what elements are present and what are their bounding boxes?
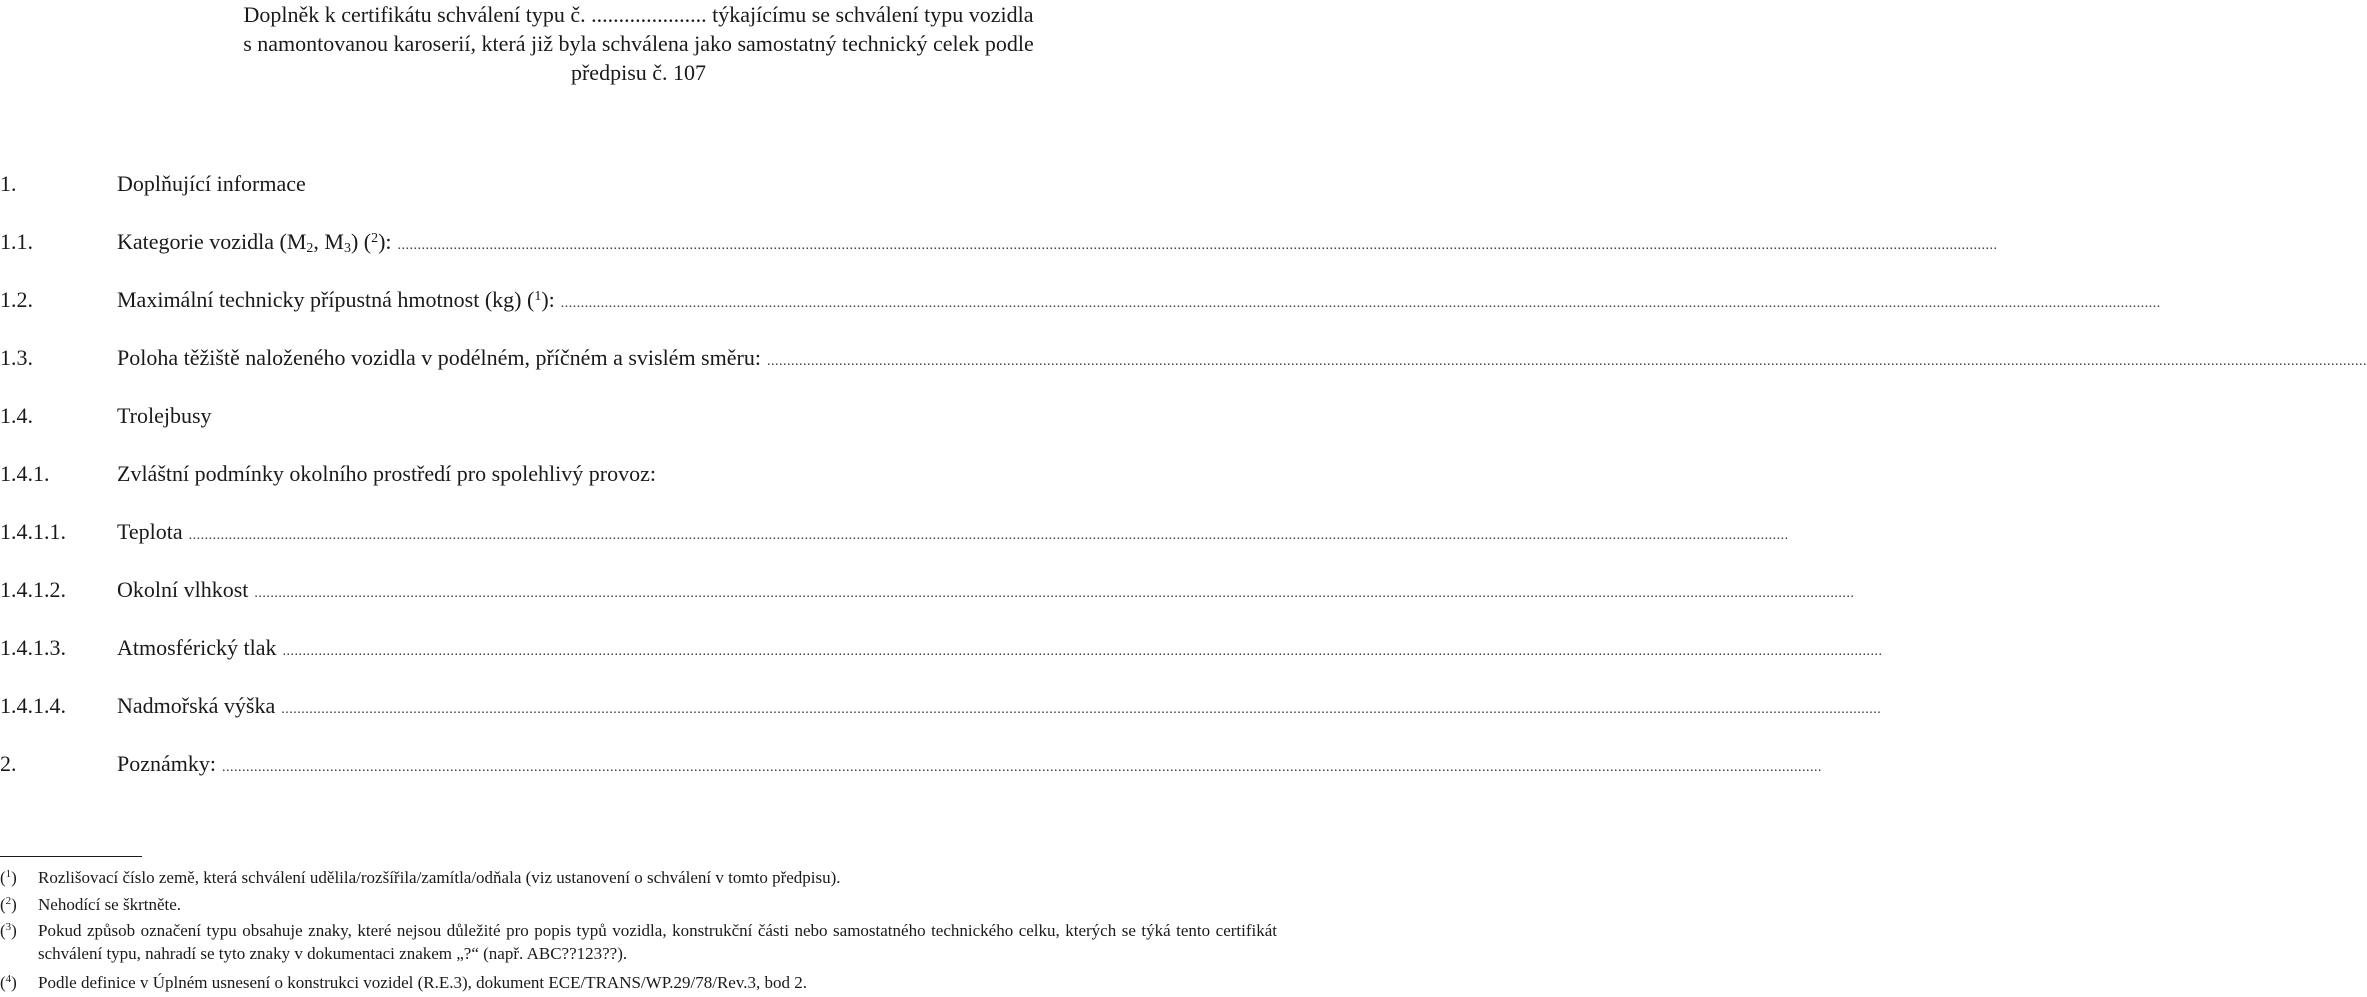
footnote-mark: ($^4$) — [0, 973, 17, 992]
item-label: Kategorie vozidla ($M_2$, $M_3$) ($^2$): — [117, 229, 392, 256]
certificate-number-blank: ..................... — [591, 2, 707, 27]
item-1-4-1-2 — [0, 574, 1855, 606]
item-label: Teplota — [117, 519, 183, 544]
item-1-4-1-3 — [0, 632, 1883, 664]
footnote-text: Pokud způsob označení typu obsahuje znaky, které nejsou důležité pro popis typů vozidla, konstrukční části nebo samostatného technického celku, kterých se týká tento certifikát schválení typu, nahradí se tyto znaky v dokumentaci znakem „?“ (např. ABC??123??). — [38, 921, 1277, 963]
item-number: 1. — [0, 171, 17, 196]
fill-in-line[interactable]: ................................................................................................................................................................................................................................................................................................................................................................................................................ — [188, 528, 1789, 543]
fill-in-line[interactable]: ................................................................................................................................................................................................................................................................................................................................................................................................................ — [254, 586, 1855, 601]
item-1-4-1-4 — [0, 690, 1882, 722]
title-line-1-end: týkajícímu se schválení typu vozidla — [712, 2, 1034, 27]
item-1-1 — [0, 226, 1998, 258]
item-1-4-1-1 — [0, 516, 1789, 548]
fill-in-line[interactable]: ................................................................................................................................................................................................................................................................................................................................................................................................................ — [766, 354, 2367, 369]
item-label: Poznámky: — [117, 751, 216, 776]
footnote-mark: ($^1$) — [0, 868, 17, 887]
item-number: 2. — [0, 751, 17, 776]
item-1-4-1 — [0, 458, 1277, 490]
item-label: Nadmořská výška — [117, 693, 276, 718]
footnote-3 — [0, 919, 1277, 965]
item-number: 1.1. — [0, 229, 33, 254]
fill-in-line[interactable]: ................................................................................................................................................................................................................................................................................................................................................................................................................ — [397, 238, 1998, 253]
title-line-1-start: Doplněk k certifikátu schválení typu č. — [243, 2, 586, 27]
item-label: Zvláštní podmínky okolního prostředí pro spolehlivý provoz: — [117, 461, 656, 486]
item-label: Trolejbusy — [117, 403, 212, 428]
item-number: 1.4. — [0, 403, 33, 428]
item-label: Atmosférický tlak — [117, 635, 277, 660]
footnote-text: Podle definice v Úplném usnesení o konstrukci vozidel (R.E.3), dokument ECE/TRANS/WP.29/78/Rev.3, bod 2. — [38, 973, 808, 992]
item-1-4 — [0, 400, 1277, 432]
footnote-mark: ($^2$) — [0, 895, 17, 914]
footnote-1 — [0, 866, 1277, 889]
item-1-2 — [0, 284, 2161, 316]
item-number: 1.4.1.4. — [0, 693, 66, 718]
item-label: Maximální technicky přípustná hmotnost (kg) ($^1$): — [117, 287, 555, 312]
title-line-1 — [0, 0, 1277, 29]
document-title — [0, 0, 1277, 87]
fill-in-line[interactable]: ................................................................................................................................................................................................................................................................................................................................................................................................................ — [560, 296, 2161, 311]
footnote-2 — [0, 893, 1277, 916]
fill-in-line[interactable]: ................................................................................................................................................................................................................................................................................................................................................................................................................ — [222, 760, 1822, 775]
item-number: 1.3. — [0, 345, 33, 370]
fill-in-line[interactable]: ................................................................................................................................................................................................................................................................................................................................................................................................................ — [281, 702, 1882, 717]
item-number: 1.4.1.2. — [0, 577, 66, 602]
item-number: 1.4.1.3. — [0, 635, 66, 660]
footnote-text: Nehodící se škrtněte. — [38, 895, 182, 914]
fill-in-line[interactable]: ................................................................................................................................................................................................................................................................................................................................................................................................................ — [282, 644, 1883, 659]
footnote-separator — [0, 856, 142, 857]
title-line-3: předpisu č. 107 — [570, 60, 707, 85]
item-label: Okolní vlhkost — [117, 577, 249, 602]
footnote-text: Rozlišovací číslo země, která schválení udělila/rozšířila/zamítla/odňala (viz ustanovení o schválení v tomto předpisu). — [38, 868, 841, 887]
item-number: 1.2. — [0, 287, 33, 312]
item-label: Doplňující informace — [117, 171, 306, 196]
item-2 — [0, 748, 1822, 780]
title-line-2: s namontovanou karoserií, která již byla schválena jako samostatný technický celek podle — [243, 31, 1034, 56]
item-1-3 — [0, 342, 2367, 374]
item-1 — [0, 168, 1277, 200]
item-number: 1.4.1.1. — [0, 519, 66, 544]
footnote-4 — [0, 971, 1277, 994]
item-number: 1.4.1. — [0, 461, 50, 486]
item-label: Poloha těžiště naloženého vozidla v podélném, příčném a svislém směru: — [117, 345, 761, 370]
footnote-mark: ($^3$) — [0, 921, 17, 940]
